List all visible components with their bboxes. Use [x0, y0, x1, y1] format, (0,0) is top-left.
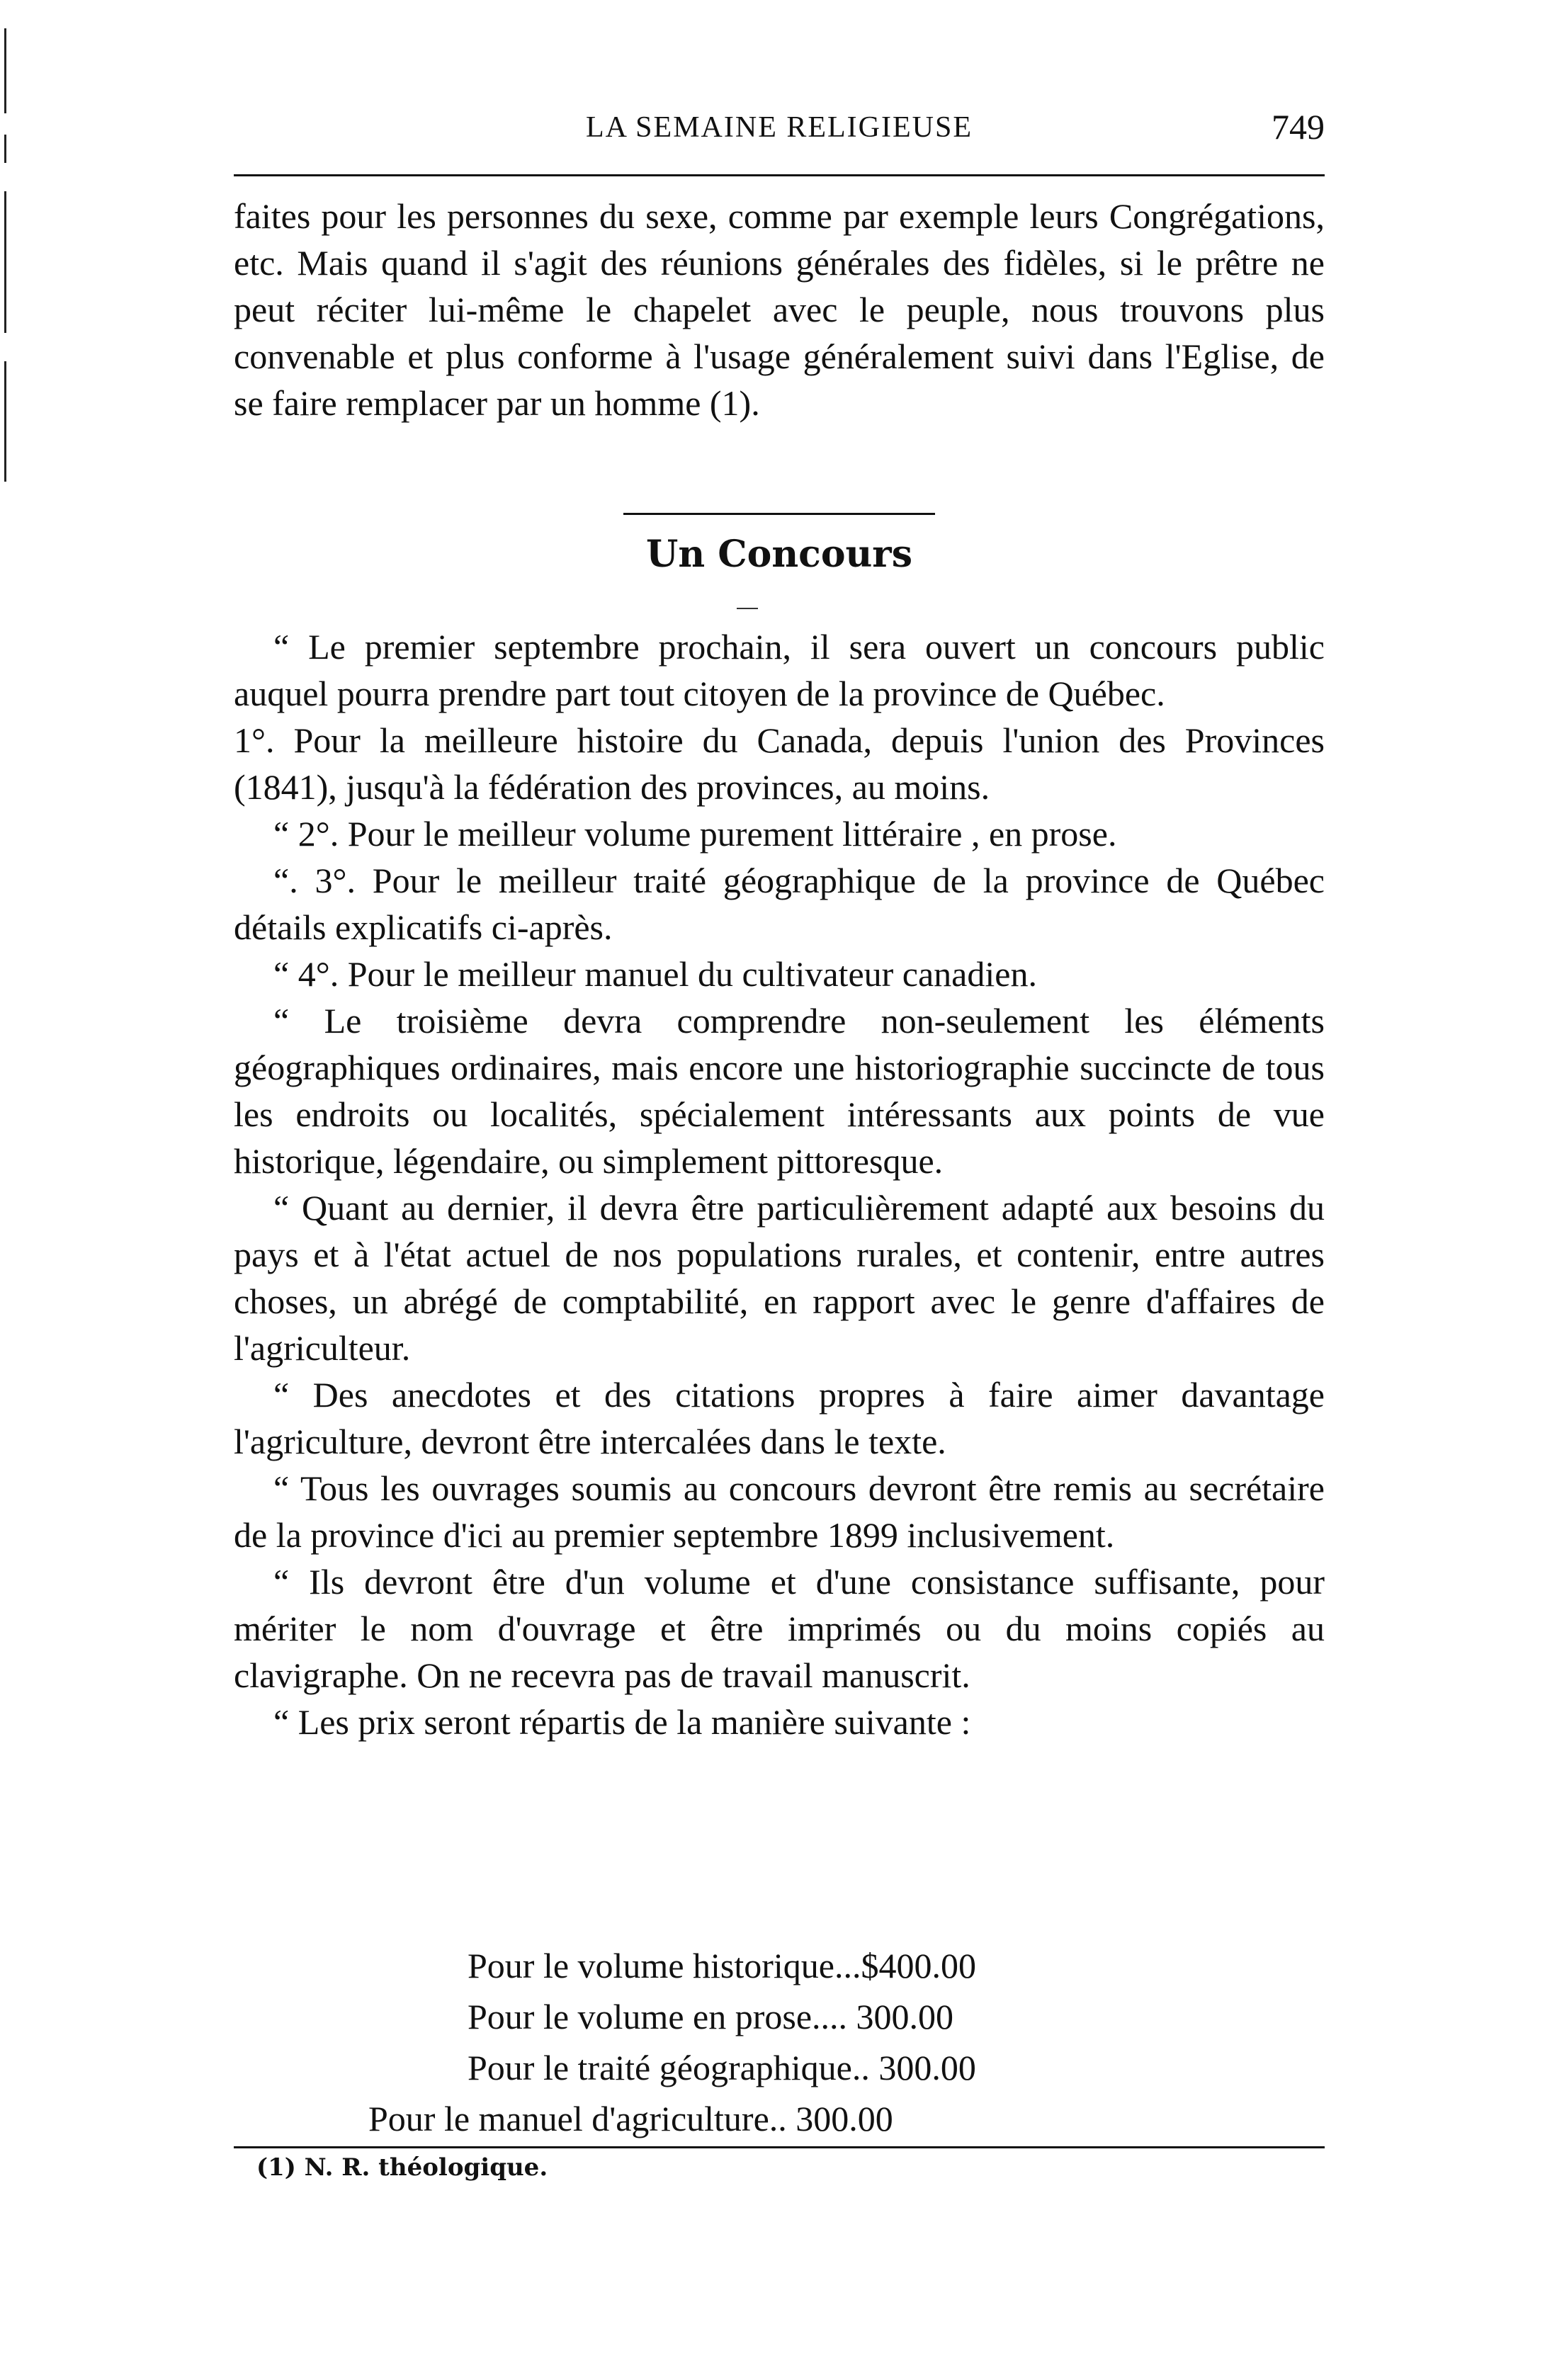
paragraph: “ Quant au dernier, il devra être particulièrement adapté aux besoins du pays et à l'état actuel de nos populations rurales, et contenir, entre autres choses, un abrégé de comptabilité, en rapport avec le genre d'affaires de l'agriculteur.	[234, 1188, 1325, 1368]
header-rule	[234, 174, 1325, 176]
footnote-rule	[234, 2146, 1325, 2148]
paragraph: “ Tous les ouvrages soumis au concours devront être remis au secrétaire de la province d'ici au premier septembre 1899 inclusivement.	[234, 1468, 1325, 1555]
paragraph: “ 2°. Pour le meilleur volume purement littéraire , en prose.	[273, 814, 1117, 854]
footnote: (1) N. R. théologique.	[256, 2153, 548, 2182]
section-divider	[623, 513, 935, 515]
prize-line: Pour le manuel d'agriculture.. 300.00	[368, 2099, 893, 2138]
section-body	[234, 623, 1325, 1745]
prize-line: Pour le traité géographique.. 300.00	[468, 2048, 976, 2087]
binding-edge	[3, 28, 10, 482]
intro-paragraph: faites pour les personnes du sexe, comme par exemple leurs Congrégations, etc. Mais quand il s'agit des réunions générales des fidèles, si le prêtre ne peut réciter lui-même le chapelet avec le peuple, nous trouvons plus convenable et plus conforme à l'usage généralement suivi dans l'Eglise, de se faire remplacer par un homme (1).	[234, 196, 1325, 423]
paragraph: “ Ils devront être d'un volume et d'une consistance suffisante, pour mériter le nom d'ouvrage et être imprimés ou du moins copiés au clavigraphe. On ne recevra pas de travail manuscrit.	[234, 1562, 1325, 1695]
paragraph: “ Des anecdotes et des citations propres à faire aimer davantage l'agriculture, devront être intercalées dans le texte.	[234, 1375, 1325, 1461]
paragraph: “ Le troisième devra comprendre non-seulement les éléments géographiques ordinaires, mais encore une historiographie succincte de tous les endroits ou localités, spécialement intéressants aux points de vue historique, légendaire, ou simplement pittoresque.	[234, 1001, 1325, 1181]
prize-line: Pour le volume historique...$400.00	[468, 1946, 976, 1985]
paragraph: “ 4°. Pour le meilleur manuel du cultivateur canadien.	[273, 954, 1037, 994]
intro-text	[234, 193, 1325, 426]
paragraph: 1°. Pour la meilleure histoire du Canada, depuis l'union des Provinces (1841), jusqu'à la fédération des provinces, au moins.	[234, 720, 1325, 807]
page-number: 749	[1272, 107, 1325, 147]
prize-line: Pour le volume en prose.... 300.00	[468, 1997, 954, 2036]
page-header	[234, 106, 1325, 156]
paragraph: “ Les prix seront répartis de la manière suivante :	[273, 1702, 971, 1742]
paragraph: “ Le premier septembre prochain, il sera ouvert un concours public auquel pourra prendre part tout citoyen de la province de Québec.	[234, 627, 1325, 713]
running-title: LA SEMAINE RELIGIEUSE	[586, 111, 973, 144]
title-ornament	[737, 608, 758, 609]
section-title: Un Concours	[646, 533, 912, 576]
paragraph: “. 3°. Pour le meilleur traité géographique de la province de Québec détails explicatifs ci-après.	[234, 861, 1325, 947]
